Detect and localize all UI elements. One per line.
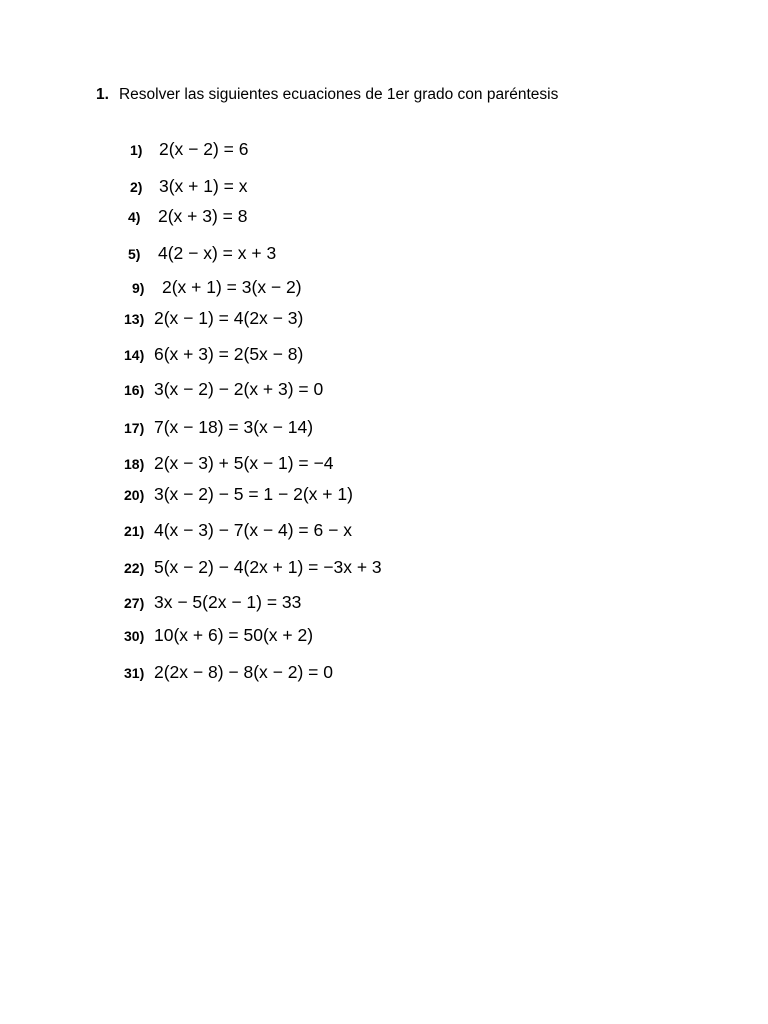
equation-item: [124, 379, 323, 400]
equation-number: 1): [130, 142, 143, 158]
equation-number: 31): [124, 665, 145, 681]
equation-text: 3(x − 2) − 2(x + 3) = 0: [154, 379, 324, 399]
equation-item: [130, 176, 248, 197]
heading-text: Resolver las siguientes ecuaciones de 1er grado con paréntesis: [118, 86, 559, 103]
equation-number: 20): [124, 487, 145, 503]
equation-item: [124, 453, 333, 474]
equation-text: 3(x + 1) = x: [159, 176, 248, 196]
equation-item: [124, 344, 303, 365]
equation-item: [124, 592, 301, 613]
equation-item: [124, 625, 313, 646]
equation-item: [128, 243, 276, 264]
equation-item: [124, 484, 353, 505]
equation-text: 3(x − 2) − 5 = 1 − 2(x + 1): [154, 484, 353, 504]
equation-text: 4(2 − x) = x + 3: [158, 243, 277, 263]
equation-text: 2(x + 3) = 8: [158, 206, 248, 226]
equation-text: 2(x + 1) = 3(x − 2): [162, 277, 302, 297]
equation-number: 22): [124, 560, 145, 576]
equation-number: 17): [124, 420, 145, 436]
equation-text: 10(x + 6) = 50(x + 2): [154, 625, 314, 645]
heading-number: 1.: [96, 86, 109, 103]
equation-text: 2(2x − 8) − 8(x − 2) = 0: [154, 662, 333, 682]
equation-text: 5(x − 2) − 4(2x + 1) = −3x + 3: [154, 557, 382, 577]
exercise-heading: [96, 86, 558, 104]
equation-text: 4(x − 3) − 7(x − 4) = 6 − x: [154, 520, 352, 540]
equation-item: [132, 277, 302, 298]
equation-number: 30): [124, 628, 145, 644]
equation-text: 7(x − 18) = 3(x − 14): [154, 417, 314, 437]
equation-number: 13): [124, 311, 145, 327]
equation-text: 2(x − 3) + 5(x − 1) = −4: [154, 453, 334, 473]
equation-item: [124, 520, 352, 541]
equation-item: [124, 308, 303, 329]
equation-item: [124, 662, 333, 683]
equation-text: 2(x − 1) = 4(2x − 3): [154, 308, 304, 328]
equation-number: 21): [124, 523, 145, 539]
equation-item: [124, 557, 382, 578]
equation-number: 9): [132, 280, 145, 296]
equation-text: 2(x − 2) = 6: [159, 139, 249, 159]
equation-number: 27): [124, 595, 145, 611]
equation-number: 14): [124, 347, 145, 363]
equation-number: 2): [130, 179, 143, 195]
equation-item: [124, 417, 313, 438]
equation-item: [130, 139, 249, 160]
equation-item: [128, 206, 248, 227]
equation-number: 4): [128, 209, 141, 225]
equation-text: 6(x + 3) = 2(5x − 8): [154, 344, 304, 364]
equation-number: 18): [124, 456, 145, 472]
equation-text: 3x − 5(2x − 1) = 33: [154, 592, 302, 612]
equation-number: 5): [128, 246, 141, 262]
equation-number: 16): [124, 382, 145, 398]
